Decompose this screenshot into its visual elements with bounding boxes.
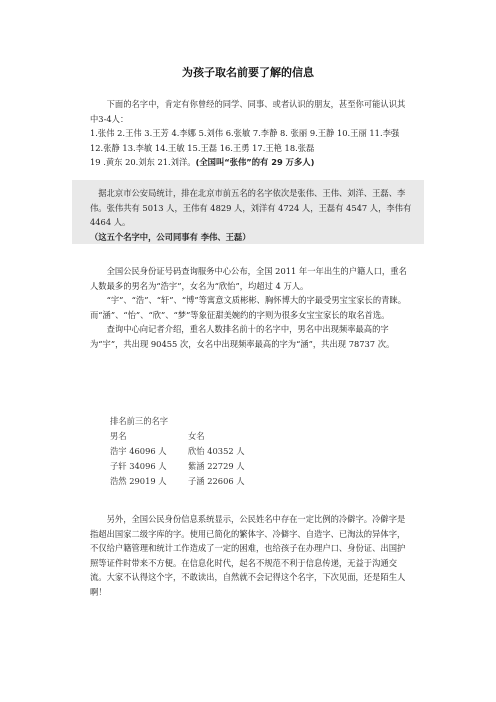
- beijing-stats-text: [90, 186, 415, 244]
- paragraph-1: 全国公民身份证号码查询服务中心公布，全国 2011 年一年出生的户籍人口，重名人数最多的男名为“浩宇”，女名为“欣怡”，均超过 4 万人。: [90, 266, 407, 291]
- top-names-table: [110, 414, 310, 489]
- rank-title: 排名前三的名字: [110, 416, 169, 426]
- paragraph-3: 查询中心向记者介绍，重名人数排名前十的名字中，男名中出现频率最高的字为“宇”，共出现 90455 次，女名中出现频率最高的字为“涵”，共出现 78737 次。: [90, 324, 395, 349]
- female-name-1: 欣怡 40352 人: [188, 446, 245, 456]
- closing-section: [90, 512, 410, 600]
- names-list-end: [90, 155, 410, 170]
- intro-paragraph: 下面的名字中，肯定有你曾经的同学、同事、或者认识的朋友，甚至你可能认识其中3-4人：: [90, 99, 406, 124]
- male-name-3: 浩然 29019 人: [110, 476, 167, 486]
- header-female: 女名: [188, 431, 205, 441]
- beijing-note: （这五个名字中，公司同事有 李伟、王磊）: [90, 231, 251, 242]
- paragraph-2: “宇”、“浩”、“轩”、“博”等寓意文质彬彬、胸怀博大的字最受男宝宝家长的青睐。而“涵”、“怡”、“欣”、“梦”等象征甜美婉约的字则为很多女宝宝家长的取名首选。: [90, 295, 407, 320]
- paragraph-4: 另外，全国公民身份信息系统显示，公民姓名中存在一定比例的冷僻字。冷僻字是指超出国家二级字库的字。使用已简化的繁体字、冷僻字、自造字、已淘汰的异体字，不仅给户籍管理和统计工作造成了一定的困难，也给孩子在办理户口、身份证、出国护照等证件时带来不方便。在信息化时代，起名不规范不利于信息传递，无益于沟通交流。大家不认得这个字，不敢读出，自然就不会记得这个名字，下次见面，还是陌生人啊！: [90, 514, 406, 597]
- beijing-stats: 据北京市公安局统计，排在北京市前五名的名字依次是张伟、王伟、刘洋、王磊、李伟。张伟共有 5013 人，王伟有 4829 人，刘洋有 4724 人，王磊有 4547 人，李伟有 4464 人。: [90, 188, 412, 228]
- names-list-end-text: 19 .黄东 20.刘东 21.刘洋。: [90, 157, 196, 168]
- statistics-section: [90, 264, 410, 352]
- intro-section: [90, 97, 410, 170]
- female-name-2: 紫涵 22729 人: [188, 461, 245, 471]
- table-row: [110, 474, 310, 489]
- female-name-3: 子涵 22606 人: [188, 476, 245, 486]
- male-name-2: 子轩 34096 人: [110, 461, 167, 471]
- page-title: 为孩子取名前要了解的信息: [182, 66, 314, 79]
- beijing-stats-box: [72, 180, 424, 244]
- table-row: [110, 459, 310, 474]
- table-header-row: [110, 429, 310, 444]
- names-list-note: (全国叫“张伟”的有 29 万多人): [195, 157, 315, 168]
- names-list: 1.张伟 2.王伟 3.王芳 4.李娜 5.刘伟 6.张敏 7.李静 8. 张丽 9.王静 10.王丽 11.李强 12.张静 13.李敏 14.王敏 15.王磊 16.王勇 17.王艳 18.张磊: [90, 128, 400, 153]
- male-name-1: 浩宇 46096 人: [110, 446, 167, 456]
- header-male: 男名: [110, 431, 127, 441]
- table-row: [110, 444, 310, 459]
